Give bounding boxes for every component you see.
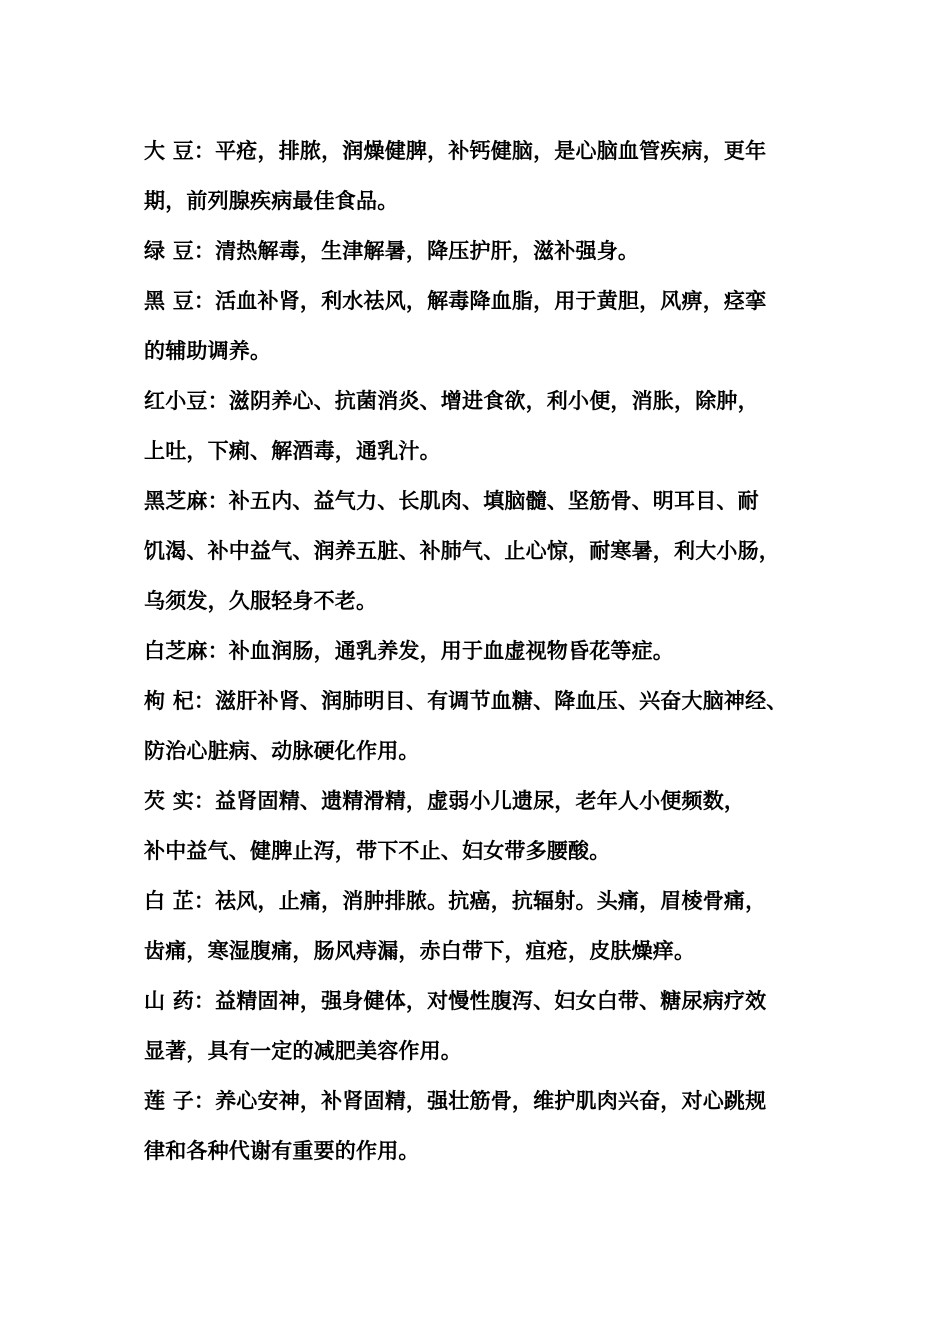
text-line-black-bean-2: 的辅助调养。 [144, 339, 272, 363]
text-line-yam-1: 山 药：益精固神，强身健体，对慢性腹泻、妇女白带、糖尿病疗效 [144, 989, 767, 1013]
text-line-black-sesame-2: 饥渴、补中益气、润养五脏、补肺气、止心惊，耐寒暑，利大小肠， [144, 539, 780, 563]
text-line-lotus-seed-2: 律和各种代谢有重要的作用。 [144, 1139, 420, 1163]
text-line-angelica-2: 齿痛，寒湿腹痛，肠风痔漏，赤白带下，疽疮，皮肤燥痒。 [144, 939, 696, 963]
document-body [144, 126, 824, 1176]
text-line-angelica-1: 白 芷：祛风，止痛，消肿排脓。抗癌，抗辐射。头痛，眉棱骨痛， [144, 889, 767, 913]
text-line-black-sesame-1: 黑芝麻：补五内、益气力、长肌肉、填脑髓、坚筋骨、明耳目、耐 [144, 489, 759, 513]
text-line-black-sesame-3: 乌须发，久服轻身不老。 [144, 589, 378, 613]
text-line-red-bean-2: 上吐，下痢、解酒毒，通乳汁。 [144, 439, 441, 463]
text-line-goji-2: 防治心脏病、动脉硬化作用。 [144, 739, 420, 763]
text-line-black-bean-1: 黑 豆：活血补肾，利水祛风，解毒降血脂，用于黄胆，风痹，痉挛 [144, 289, 767, 313]
text-line-lotus-seed-1: 莲 子：养心安神，补肾固精，强壮筋骨，维护肌肉兴奋，对心跳规 [144, 1089, 767, 1113]
text-line-mung-bean: 绿 豆：清热解毒，生津解暑，降压护肝，滋补强身。 [144, 239, 640, 263]
text-line-soybean-1: 大 豆：平疮，排脓，润燥健脾，补钙健脑，是心脑血管疾病，更年 [144, 139, 767, 163]
text-line-yam-2: 显著，具有一定的减肥美容作用。 [144, 1039, 462, 1063]
text-line-soybean-2: 期，前列腺疾病最佳食品。 [144, 189, 399, 213]
text-line-goji-1: 枸 杞：滋肝补肾、润肺明目、有调节血糖、降血压、兴奋大脑神经、 [144, 689, 788, 713]
text-line-white-sesame: 白芝麻：补血润肠，通乳养发，用于血虚视物昏花等症。 [144, 639, 674, 663]
text-line-gorgon-fruit-2: 补中益气、健脾止泻，带下不止、妇女带多腰酸。 [144, 839, 611, 863]
text-line-red-bean-1: 红小豆：滋阴养心、抗菌消炎、增进食欲，利小便，消胀，除肿， [144, 389, 759, 413]
text-line-gorgon-fruit-1: 芡 实：益肾固精、遗精滑精，虚弱小儿遗尿，老年人小便频数， [144, 789, 746, 813]
